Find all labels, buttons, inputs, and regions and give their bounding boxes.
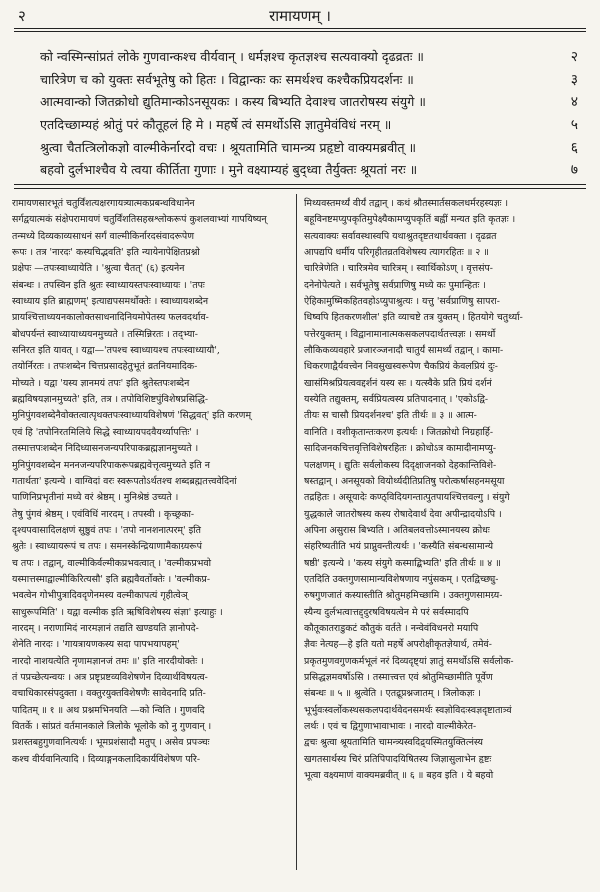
verse-separator-rule — [14, 184, 586, 185]
commentary-left-column — [12, 196, 292, 868]
commentary-line: ज्ञैवः नेत्यह—हे इति यतो महर्षे अपरोक्षीकृतज्ञेयार्थ, तमेवं- — [304, 639, 492, 651]
commentary-line: बोधपर्यन्तं स्वाध्यायाध्ययनमुच्यते । तस्मिन्निरतः । तद्भ्या- — [12, 328, 198, 340]
commentary-line: षस्तद्वान् । अनसूयको वियोर्थ्यदीतिप्रतिषु परोत्कर्षासहनमसूया — [304, 475, 505, 487]
commentary-line: वितर्के । सांप्रतं वर्तमानकाले त्रिलोके भूलोके को नु गुणवान् । — [12, 721, 212, 732]
commentary-line: रूपः । तत्र 'नारदः' कस्यचिद्भवति' इति न्यायेनापेक्षितप्रश्नो — [12, 247, 200, 259]
verse-text: एतदिच्छाम्यहं श्रोतुं परं कौतूहलं हि मे । महर्षे त्वं समर्थोऽसि ज्ञातुमेवंविधं नरम् ॥ — [40, 117, 392, 133]
commentary-line: दनेनोपेत्यते । सर्वभूतेषु सर्वप्राणिषु मध्ये कः पुमान्हितः । — [304, 279, 486, 291]
commentary-line: भूर्भुवःस्वर्लोकस्थसकलपदार्थवेदनसमर्थः स्वज्ञोविदःस्वज्ञदृष्टातात्र्वं — [304, 704, 512, 716]
commentary-line: सत्यवाक्यः सर्वावस्थास्वपि यथाश्रुतदृष्टतथार्थवक्ता । दृढव्रत — [304, 230, 497, 242]
verse-separator-rule-thin — [14, 188, 586, 189]
commentary-line: संहरिष्यतीति भयं प्राप्नुवन्तीत्यर्थः । 'कस्यैति संबन्धसामान्ये — [304, 541, 494, 553]
commentary-line: साधुरूपमिति' । यद्वा वल्मीक इति ऋषिविशेषस्य संज्ञा' इत्याहुः । — [12, 606, 223, 618]
header-rule — [14, 28, 586, 29]
commentary-line: लर्थः । एवं च द्विगुणाभावाभावः । नारदो वाल्मीकेरेत- — [304, 721, 477, 732]
commentary-line: आपद्यपि धर्मीय परिगृहीतव्रतविशेषस्य त्यागरहितः ॥ २ ॥ — [304, 247, 489, 259]
commentary-line: एवं हि 'तपोनिरतमिलिये सिद्धे स्वाध्यायपदवैयर्थ्यापत्तिः' । — [12, 426, 199, 438]
commentary-line: मोच्यते । यद्वा 'यस्य ज्ञानमयं तपः' इति श्रुतेस्तपःशब्देन — [12, 377, 190, 389]
verse-line — [40, 91, 582, 113]
verse-text: बहवो दुर्लभाश्चैव ये त्वया कीर्तिता गुणाः । मुने वक्ष्याम्यहं बुद्ध्वा तैर्युक्तः श्रूयतां नरः ॥ — [40, 162, 418, 178]
commentary-line: प्रशस्तबहुगुणवानित्यर्थः । भूमप्रशंसादौ मतुप् । असेव प्रपञ्चः — [12, 737, 210, 749]
verse-number: ३ — [570, 71, 578, 88]
commentary-line: तस्मात्तपःशब्देन निदिध्यासनजन्यपरिपाकब्रह्मज्ञानमुच्यते । — [12, 443, 199, 455]
column-divider — [296, 194, 297, 870]
commentary-line: ऐहिकामुष्मिकहितवहोऽप्युपाश्रुत्यः । यत्तु 'सर्वप्राणिषु सापरा- — [304, 296, 500, 308]
verse-number: ६ — [570, 139, 578, 156]
commentary-line: नारदो नाशयत्येति नृणामज्ञानजं तमः ॥' इति नारदीयोक्तेः । — [12, 655, 204, 667]
commentary-line: यस्येति तद्युक्तम्, सर्वप्रियत्वस्य प्रतिपादनात् । 'एकोऽद्वि- — [304, 394, 489, 406]
commentary-line: प्रायश्चित्ताध्ययनकालोक्तसाधनादिनियमोपेतस्य फलवदर्थाव- — [12, 312, 209, 324]
commentary-line: चारित्रेणेति । चारित्रमेव चारित्रम् । स्वार्थिकोऽण् । वृत्तसंप- — [304, 263, 493, 275]
commentary-line: संबन्धः । तपस्विन इति श्रुतः स्वाध्यायस्तपःस्वाध्यायः । 'तपः — [12, 279, 205, 291]
commentary-line: दृश्यपवासादिलक्षणं सुष्ठुवं तपः । 'तपो नानशनात्परम्' इति — [12, 524, 201, 536]
commentary-line: तेषु पुंगवं श्रेष्ठम् । एवंविधिं नारदम् । तपस्वी । कृच्छ्रका- — [12, 508, 195, 520]
commentary-line: मुनिपुंगवशब्देनैवोक्तत्वात्पृथक्तपःस्वाध्यायविशेषणं 'सिद्धवत्' इति करणम् — [12, 410, 252, 422]
commentary-line: तं पप्रच्छेत्यन्वयः । अत्र प्रष्टृप्रष्टव्यविशेषणेन दिव्यार्थविषयत्व- — [12, 671, 208, 683]
commentary-line: तन्मध्ये दिव्यकाव्यसाधनं सर्गं वाल्मीकिर्नारदसंवादरूपेण — [12, 230, 195, 242]
verse-text: आत्मवान्को जितक्रोधो द्युतिमान्कोऽनसूयकः । कस्य बिभ्यति देवाश्च जातरोषस्य संयुगे ॥ — [40, 94, 426, 110]
commentary-right-column — [304, 196, 588, 868]
verse-number: ७ — [570, 162, 578, 179]
commentary-line: तयोर्निरतः । तपःशब्देन चित्तप्रसादहेतुभूतं व्रतनियमादिक- — [12, 361, 198, 373]
commentary-line: ब्रह्मविषयज्ञानमुच्यते' इति, तत्र । तपोविशिष्टपुंविशेषप्रसिद्धि- — [12, 394, 208, 406]
commentary-line: सर्गद्वयात्मकं संक्षेपरामायणं चतुर्विंशतिसहस्रश्लोकरूपं कुशलवाभ्यां गापयिष्यन् — [12, 214, 267, 226]
verse-number: २ — [570, 49, 578, 65]
commentary-line: अपिना असुरास बिभ्यति । अतिबलवत्तोऽस्मानयस्य क्रोधः — [304, 524, 490, 536]
commentary-line: खासंमिश्रप्रियत्ववद्दर्शनं यस्य सः । यत्स्वैके प्रति प्रियं दर्शनं — [304, 377, 492, 389]
verse-number: ५ — [570, 117, 578, 134]
commentary-line: वानिति । वशीकृतान्तःकरण इत्यर्थः । जितक्रोधो निग्रहार्हि- — [304, 426, 494, 438]
commentary-line: शेनेति नारदः । 'गायत्रायणकस्य सदा पापभयापहम्' — [12, 639, 180, 651]
commentary-line: नारदम् । नराणामिदं नारमज्ञानं तद्यति खण्डयति ज्ञानोपदे- — [12, 622, 199, 634]
commentary-line: सनिरत इति यावत् । यद्वा—'तपश्च स्वाध्यायश्च तपःस्वाध्यायौ', — [12, 345, 220, 357]
commentary-line: कश्च वीर्यवानित्यादि । दिव्याङ्गनकलादिकार्यविशेषण परि- — [12, 753, 200, 765]
commentary-line: बहूविनष्टमप्युपकृतिमुपेक्ष्यैकामप्युपकृतिं बह्वीं मन्यत इति कृतज्ञः । — [304, 214, 516, 226]
commentary-line: भूत्वा वक्ष्यमाणं वाक्यमब्रवीत् ॥ ६ ॥ बहव इति । ये बहवो — [304, 770, 494, 782]
verse-line — [40, 137, 582, 159]
page-number: २ — [18, 7, 26, 25]
commentary-line: स्यैन्य दुर्लभत्वात्तद्द्दुरषविषयत्वेन मे परं सर्वस्मादपि — [304, 606, 469, 618]
verse-text: श्रुत्वा चैतत्त्रिलोकज्ञो वाल्मीकेर्नारदो वचः । श्रूयतामिति चामन्त्र्य प्रहृष्टो वाक्यमब्रवीत् ॥ — [40, 139, 417, 155]
commentary-line: मिथ्यवस्तमर्थ्यं वीर्यं तद्वान् । कथं श्रौतस्मार्तसकलधर्मरहस्यज्ञः । — [304, 198, 509, 209]
commentary-line: पादितम् ॥ १ ॥ अथ प्रश्नमभिनयति —को न्विति । गुणवदि — [12, 704, 205, 716]
verse-line — [40, 159, 582, 181]
header-rule-thin — [14, 31, 586, 32]
page-header — [12, 4, 588, 26]
commentary-line: द्वचः श्रुत्वा श्रूयतामिति चामन्त्र्यस्वदिद्र्यस्मितयुक्तित्नंस्य — [304, 737, 483, 749]
commentary-line: प्रक्षेपः —तपःस्वाध्यायेति । 'श्रुत्वा चैतत्' (६) इत्यनेन — [12, 263, 185, 275]
commentary-line: संबन्धः ॥ ५ ॥ श्रुत्वेति । एतद्रूप्रश्नजातम् । त्रिलोकज्ञः । — [304, 688, 481, 700]
commentary-line: तीयः स चासौ प्रियदर्शनश्च' इति तीर्थः ॥ ३ ॥ आत्म- — [304, 410, 477, 422]
commentary-line: तद्रहितः । असूयादेः कण्ठ्विदियगन्तात्पुतपायश्चित्तवल्गु । संयुगे — [304, 492, 510, 504]
commentary-line: युद्धकाले जातरोषस्य कस्य रोषादेवार्थं देवा अपीन्द्रादयोऽपि । — [304, 508, 502, 520]
verse-line — [40, 69, 582, 91]
commentary-line: वचाधिकारसंपदुक्ता । वक्तुरयुक्तविशेषणैः सावेदनादि प्रति- — [12, 688, 206, 700]
verse-text: को न्वस्मिन्सांप्रतं लोके गुणवान्कश्च वीर्यवान् । धर्मज्ञश्च कृतज्ञश्च सत्यवाक्यो दृढव्रतः ॥ — [40, 49, 424, 64]
verse-line — [40, 114, 582, 136]
commentary-line: स्वाध्याय इति ब्राह्मणम्' इत्याद्यपसमर्थोक्तेः । स्वाध्यायशब्देन — [12, 296, 209, 308]
commentary-line: खगतसार्थस्य चिरं प्रतिपिपादयिषितस्य जिज्ञासुलाभेन हृष्टः — [304, 753, 492, 765]
verse-number: ४ — [570, 94, 578, 111]
verse-block — [40, 46, 582, 182]
commentary-line: कौतूकातराडुकटं कौतुकं वर्तते । नन्वेवंविधनरो मयापि — [304, 622, 479, 634]
commentary-line: गतार्थता' इत्यन्ये । वाग्विदां वरः स्वरूपतोऽर्थतश्च शब्दब्रह्मतत्त्ववेदिनां — [12, 475, 237, 487]
verse-text: चारित्रेण च को युक्तः सर्वभूतेषु को हितः । विद्वान्कः कः समर्थश्च कश्चैकप्रियदर्शनः ॥ — [40, 71, 414, 87]
commentary-line: रुषगुणजातं कस्यास्तीति श्रोतुमहमिच्छामि । उक्तगुणसामग्र्य- — [304, 590, 503, 602]
commentary-line: पलक्षणम् । द्युतिः सर्वलोकस्य दिदृक्षाजनको देहकान्तिविशे- — [304, 459, 497, 471]
commentary-line: लौकिकव्यवहारे प्रजारञ्जनादौ चातुर्यं सामर्थ्यं तद्वान् । कामा- — [304, 345, 504, 357]
commentary-line: सादिजनकचित्तवृत्तिविशेषरहितः । क्रोधोऽत्र कामादीनामप्यु- — [304, 443, 497, 455]
commentary-line: प्रकृतमुणवगुणकर्मभूलं नरं दिव्यदृष्ट्यां ज्ञातुं समर्थोऽसि सर्वलोक- — [304, 655, 514, 667]
commentary-line: च तपः । तद्वान्, वाल्मीकिर्वल्मीकप्रभवत्वात् । 'वल्मीकप्रभवो — [12, 557, 212, 569]
commentary-line: यस्मात्तस्माद्वाल्मीकिरित्यसौ' इति ब्रह्मवैवर्तोक्तेः । 'वल्मीकप्र- — [12, 573, 211, 585]
commentary-line: पत्तेरयुक्तम् । विद्वानामानात्मकसकलपदार्थतत्त्वज्ञः । समर्थो — [304, 328, 496, 340]
commentary-line: धिकरणाद्वैर्यवत्त्वेन निवसुखस्वरूपेण चैकप्रियं केवलप्रियं दुः- — [304, 361, 498, 373]
commentary-line: रामायणसारभूतं चतुर्विंशत्यक्षरगायत्र्यात्मकप्रबन्धविधानेन — [12, 198, 195, 209]
commentary-line: पाणिनिप्रभृतीनां मध्ये वरं श्रेष्ठम् । मुनिश्रेष्ठं उच्यते । — [12, 492, 179, 504]
commentary-line: श्रुतेः । स्वाध्यायरूपं च तपः । समनस्केन्द्रियाणामैकाग्र्यरूपं — [12, 541, 202, 553]
commentary-line: भवत्वेन गोभीपुत्रादिवदृणेनमस्य वल्मीकापत्यं गृहीत्वेञ् — [12, 590, 188, 602]
verse-line — [40, 46, 582, 68]
running-title: रामायणम् । — [269, 7, 331, 25]
commentary-line: षष्ठी' इत्यन्ये । 'कस्य संयुगे कस्माद्बिभ्यति' इति तीर्थः ॥ ४ ॥ — [304, 557, 501, 569]
commentary-line: धिष्वपि हितकरणशील' इति व्याचष्टे तत्र युक्तम् । हितयोगे चतुर्थ्या- — [304, 312, 523, 324]
commentary-line: प्रसिद्धज्ञमवर्षोऽसि । तस्मात्त्वत्त एवं श्रोतुमिच्छामीति पूर्वेण — [304, 671, 493, 683]
commentary-line: एतदिति उक्तगुणसामान्यविशेषणाय नपुंसकम् । एतद्विच्छ्यु- — [304, 573, 499, 585]
commentary-line: मुनिपुंगवशब्देन मननजन्यपरिपाकरूपब्रह्मवेत्तृत्वमुच्यते इति न — [12, 459, 210, 471]
